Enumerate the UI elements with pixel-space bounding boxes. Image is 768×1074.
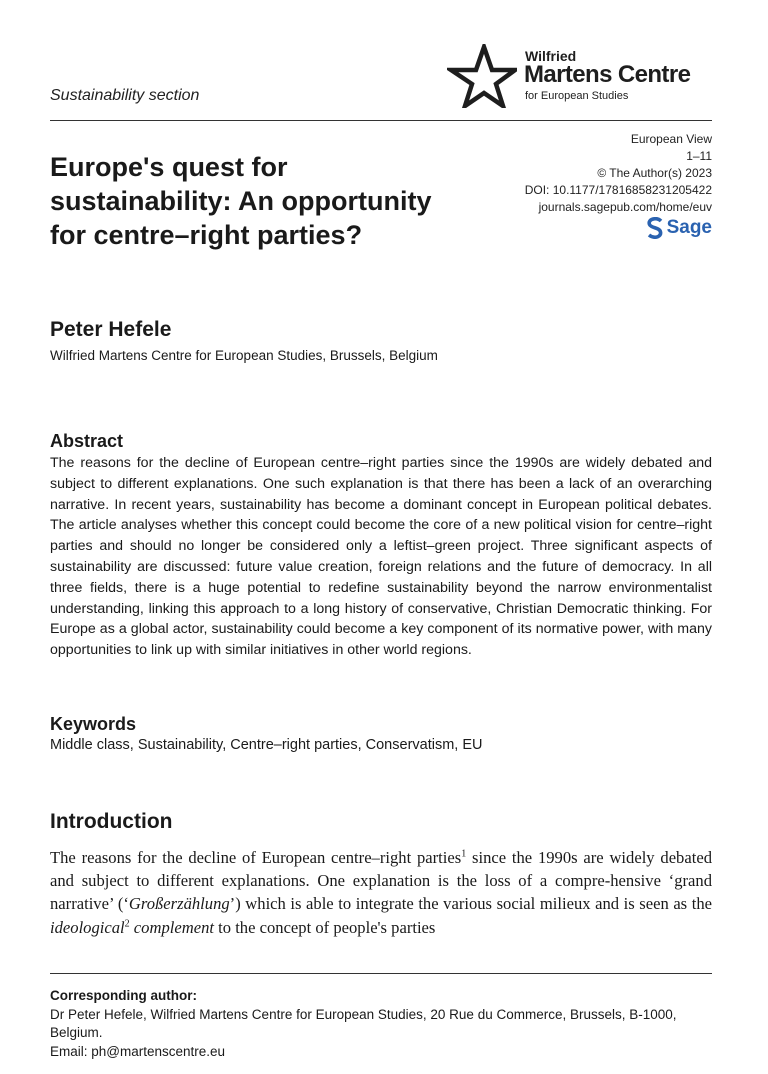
introduction-text [50,846,712,939]
sage-logo [646,216,712,240]
footnote-ref-1[interactable]: 1 [461,848,467,860]
martens-centre-logo [447,44,717,108]
german-term: Großerzählung [128,894,230,914]
author-name: Peter Hefele [50,318,172,341]
abstract-heading: Abstract [50,431,124,451]
section-label: Sustainability section [50,87,200,104]
header-divider [50,120,712,121]
logo-line-1: Wilfried [525,48,577,64]
corresponding-address: Dr Peter Hefele, Wilfried Martens Centre for European Studies, 20 Rue du Commerce, Brussels, B-1000, Belgium. [50,1006,677,1040]
intro-fragment-2: since the 1990s are widely debated and subject to different explanations. One explanation is the loss of a compre-hensive ‘grand narrative’ (‘ [50,848,712,914]
logo-line-3: for European Studies [525,90,629,102]
intro-fragment-4: to the concept of people's parties [213,917,436,937]
title-line-1: Europe's quest for [50,152,288,182]
author-affiliation: Wilfried Martens Centre for European Studies, Brussels, Belgium [50,348,438,363]
keywords-text: Middle class, Sustainability, Centre–right parties, Conservatism, EU [50,737,483,753]
publication-info [525,131,712,216]
doi: DOI: 10.1177/17816858231205422 [524,183,712,197]
corresponding-label: Corresponding author: [50,988,197,1003]
complement-term: complement [129,917,214,937]
corresponding-author [50,987,712,1061]
introduction-heading: Introduction [50,810,173,833]
sage-s-icon [646,217,664,239]
intro-fragment-3: ’) which is able to integrate the various social milieux and is seen as the [229,894,712,914]
journal-url[interactable]: journals.sagepub.com/home/euv [538,200,712,214]
copyright: © The Author(s) 2023 [597,166,712,180]
journal-name: European View [630,132,712,146]
title-line-2: sustainability: An opportunity [50,186,432,216]
abstract-text: The reasons for the decline of European centre–right parties since the 1990s are widely debated and subject to different explanations. One such explanation is that there has been a lack of an overarching narrative. In recent years, sustainability has become a dominant concept in European political debates. The article analyses whether this concept could become the core of a new political vision for centre–right parties and should no longer be considered only a leftist–green project. Three significant aspects of sustainability are discussed: future value creation, foreign relations and the future of democracy. In all three fields, there is a huge potential to redefine sustainability beyond the narrow environmentalist understanding, linking this approach to a long history of conservative, Christian Democratic thinking. For Europe as a global actor, sustainability could become a key component of its normative power, with many opportunities to link up with similar initiatives in other world regions. [50,455,712,659]
page-range: 1–11 [686,149,712,163]
corresponding-email[interactable]: Email: ph@martenscentre.eu [50,1043,226,1059]
intro-fragment-1: The reasons for the decline of European centre–right parties [50,848,462,867]
logo-line-2: Martens Centre [524,61,691,88]
star-icon [447,44,517,108]
ideological-term: ideological [50,917,125,937]
sage-wordmark: Sage [666,217,712,238]
title-line-3: for centre–right parties? [50,220,363,250]
article-title [50,150,490,252]
footer-divider [50,973,712,974]
footnote-ref-2[interactable]: 2 [124,918,130,930]
keywords-heading: Keywords [50,714,137,734]
